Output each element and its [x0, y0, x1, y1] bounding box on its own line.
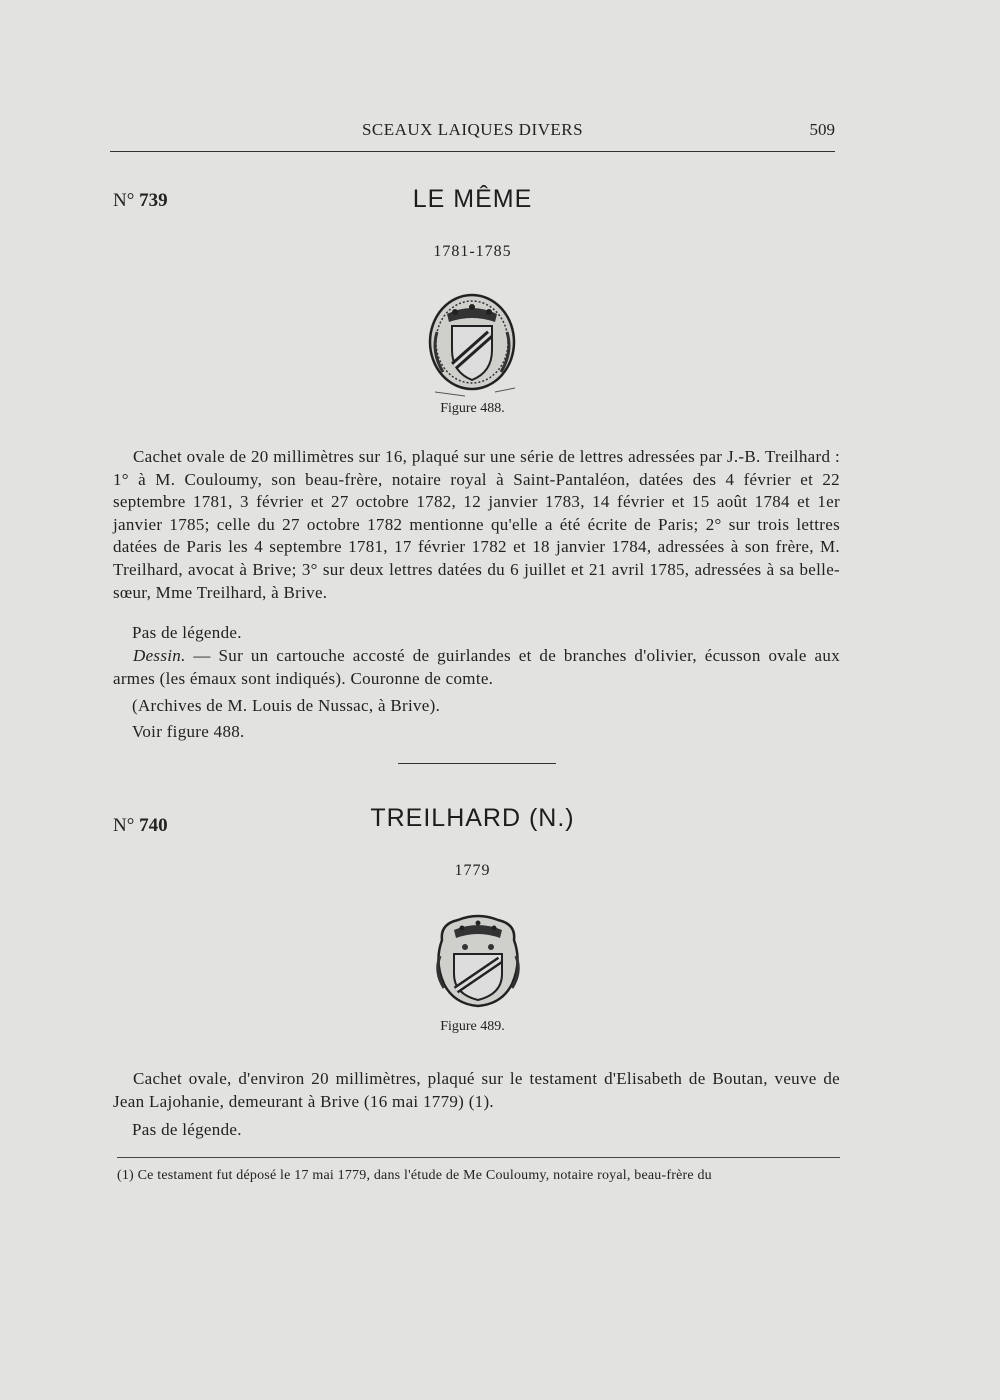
running-header [110, 118, 835, 148]
entry-archives-739: (Archives de M. Louis de Nussac, à Brive). [132, 696, 441, 715]
dessin-label: Dessin. [133, 646, 186, 665]
header-rule [110, 151, 835, 152]
entry-legend-739: Pas de légende. [132, 623, 242, 642]
entry-date-739: 1781-1785 [433, 243, 512, 260]
number-prefix: N° [113, 815, 135, 836]
dessin-text: — Sur un cartouche accosté de guirlandes et de branches d'olivier, écusson ovale aux armes (les émaux sont indiqués). Couronne de comte. [113, 646, 840, 688]
seal-image-488 [425, 292, 520, 400]
entry-title-740: TREILHARD (N.) [370, 804, 575, 832]
entry-voir-739: Voir figure 488. [132, 722, 245, 741]
number-prefix: N° [113, 190, 135, 211]
entry-description-740: Cachet ovale, d'environ 20 millimètres, plaqué sur le testament d'Elisabeth de Boutan, veuve de Jean Lajohanie, demeurant à Brive (16 mai 1779) (1). [113, 1069, 840, 1111]
entry-legend-740: Pas de légende. [132, 1120, 242, 1139]
running-title: SCEAUX LAIQUES DIVERS [361, 120, 584, 139]
seal-image-489 [432, 912, 524, 1010]
footnote: (1) Ce testament fut déposé le 17 mai 1779, dans l'étude de Me Couloumy, notaire royal, beau-frère du [117, 1168, 712, 1183]
number-value: 740 [139, 815, 168, 836]
section-divider [398, 763, 556, 764]
entry-title-739: LE MÊME [412, 185, 533, 213]
entry-date-740: 1779 [454, 862, 491, 879]
page-number: 509 [809, 120, 835, 139]
entry-description-739: Cachet ovale de 20 millimètres sur 16, plaqué sur une série de lettres adressées par J.-B. Treilhard : 1° à M. Couloumy, son beau-frère, notaire royal à Saint-Pantaléon, datées des 4 février et 22 septembre 1781, 3 février et 27 octobre 1782, 12 janvier 1783, 14 février et 15 août 1784 et 1er janvier 1785; celle du 27 octobre 1782 mentionne qu'elle a été écrite de Paris; 2° sur trois lettres datées de Paris les 4 septembre 1781, 17 février 1782 et 18 janvier 1784, adressées à son frère, M. Treilhard, avocat à Brive; 3° sur deux lettres datées du 6 juillet et 21 avril 1785, adressées à sa belle-sœur, Mme Treilhard, à Brive. [113, 447, 840, 602]
number-value: 739 [139, 190, 168, 211]
figure-caption-489: Figure 489. [440, 1019, 505, 1034]
figure-caption-488: Figure 488. [440, 401, 505, 416]
entry-dessin-739 [113, 645, 840, 690]
footnote-rule [117, 1157, 840, 1158]
